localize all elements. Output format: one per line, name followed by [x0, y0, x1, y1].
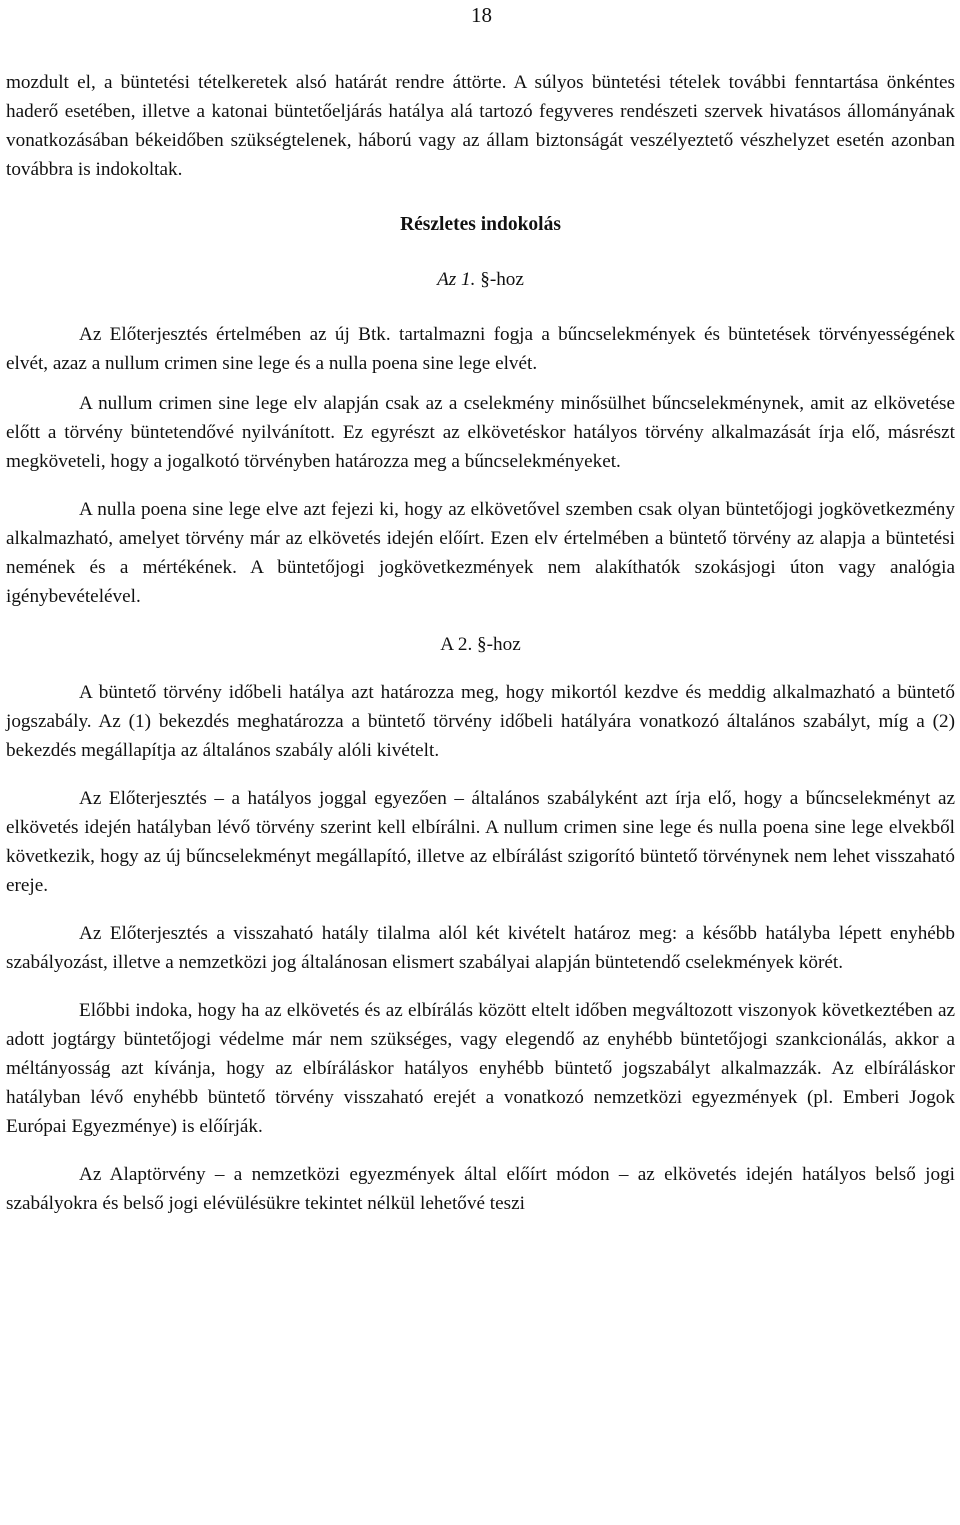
paragraph-nullum-crimen: A nullum crimen sine lege elv alapján csak az a cselekmény minősülhet bűncselekménynek, amit az elkövetése előtt a törvény büntetendővé nyilvánított. Ez egyrészt az elkövetéskor hatályos törvény alkalmazását írja elő, másrészt megköveteli, hogy a jogalkotó törvényben határozza meg a bűncselekményeket.: [6, 393, 955, 472]
section-heading-1-number: Az 1.: [437, 269, 476, 290]
paragraph-temporal-scope: A büntető törvény időbeli hatálya azt határozza meg, hogy mikortól kezdve és meddig alkalmazható a büntető jogszabály. Az (1) bekezdés meghatározza a büntető törvény időbeli hatályára vonatkozó általános szabályt, míg a (2) bekezdés megállapítja az általános szabály alóli kivételt.: [6, 682, 955, 761]
paragraph-continuation: mozdult el, a büntetési tételkeretek alsó határát rendre áttörte. A súlyos büntetési tételek további fenntartása önkéntes haderő esetében, illetve a katonai büntetőeljárás hatálya alá tartozó fegyveres rendészeti szervek hivatásos állományának vonatkozásában békeidőben szükségtelenek, háború vagy az állam biztonságát veszélyeztető vészhelyzet esetén azonban továbbra is indokoltak.: [6, 72, 955, 180]
document-body: [6, 68, 955, 1218]
paragraph-exceptions: Az Előterjesztés a visszaható hatály tilalma alól két kivételt határoz meg: a később hatályba lépett enyhébb szabályozást, illetve a nemzetközi jog általánosan elismert szabályai alapján büntetendő cselekmények körét.: [6, 923, 955, 973]
section-heading-1: [6, 265, 955, 294]
section-heading-2: A 2. §-hoz: [440, 634, 521, 655]
paragraph-general-rule: Az Előterjesztés – a hatályos joggal egyezően – általános szabályként azt írja elő, hogy a bűncselekményt az elkövetés idején hatályban lévő törvény szerint kell elbírálni. A nullum crimen sine lege és nulla poena sine lege elvekből következik, hogy az új bűncselekményt megállapító, illetve az elbírálást szigorító büntető törvénynek nem lehet visszaható ereje.: [6, 788, 955, 896]
paragraph-nulla-poena: A nulla poena sine lege elve azt fejezi ki, hogy az elkövetővel szemben csak olyan büntetőjogi jogkövetkezmény alkalmazható, amelyet törvény már az elkövetés idején előírt. Ezen elv értelmében a büntető törvény az alapja a büntetési nemének és a mértékének. A büntetőjogi jogkövetkezmények nem alakíthatók szokásjogi úton vagy analógia igénybevételével.: [6, 499, 955, 607]
paragraph-principle-legality: Az Előterjesztés értelmében az új Btk. tartalmazni fogja a bűncselekmények és büntetések törvényességének elvét, azaz a nullum crimen sine lege és a nulla poena sine lege elvét.: [6, 324, 955, 374]
paragraph-fundamental-law: Az Alaptörvény – a nemzetközi egyezmények által előírt módon – az elkövetés idején hatályos belső jogi szabályokra és belső jogi elévülésükre tekintet nélkül lehetővé teszi: [6, 1164, 955, 1214]
heading-detailed-justification: Részletes indokolás: [400, 214, 561, 235]
section-heading-1-suffix: §-hoz: [475, 269, 524, 290]
page-number: 18: [471, 3, 492, 27]
paragraph-milder-law: Előbbi indoka, hogy ha az elkövetés és az elbírálás között eltelt időben megváltozott viszonyok következtében az adott jogtárgy büntetőjogi védelme már nem szükséges, vagy elegendő az enyhébb büntetőjogi szankcionálás, akkor a méltányosság azt kívánja, hogy az elbíráláskor hatályos enyhébb büntető jogszabályt alkalmazzák. Az elbíráláskor hatályban lévő enyhébb büntető törvény visszaható erejét a vonatkozó nemzetközi egyezmények (pl. Emberi Jogok Európai Egyezménye) is előírják.: [6, 1000, 955, 1137]
